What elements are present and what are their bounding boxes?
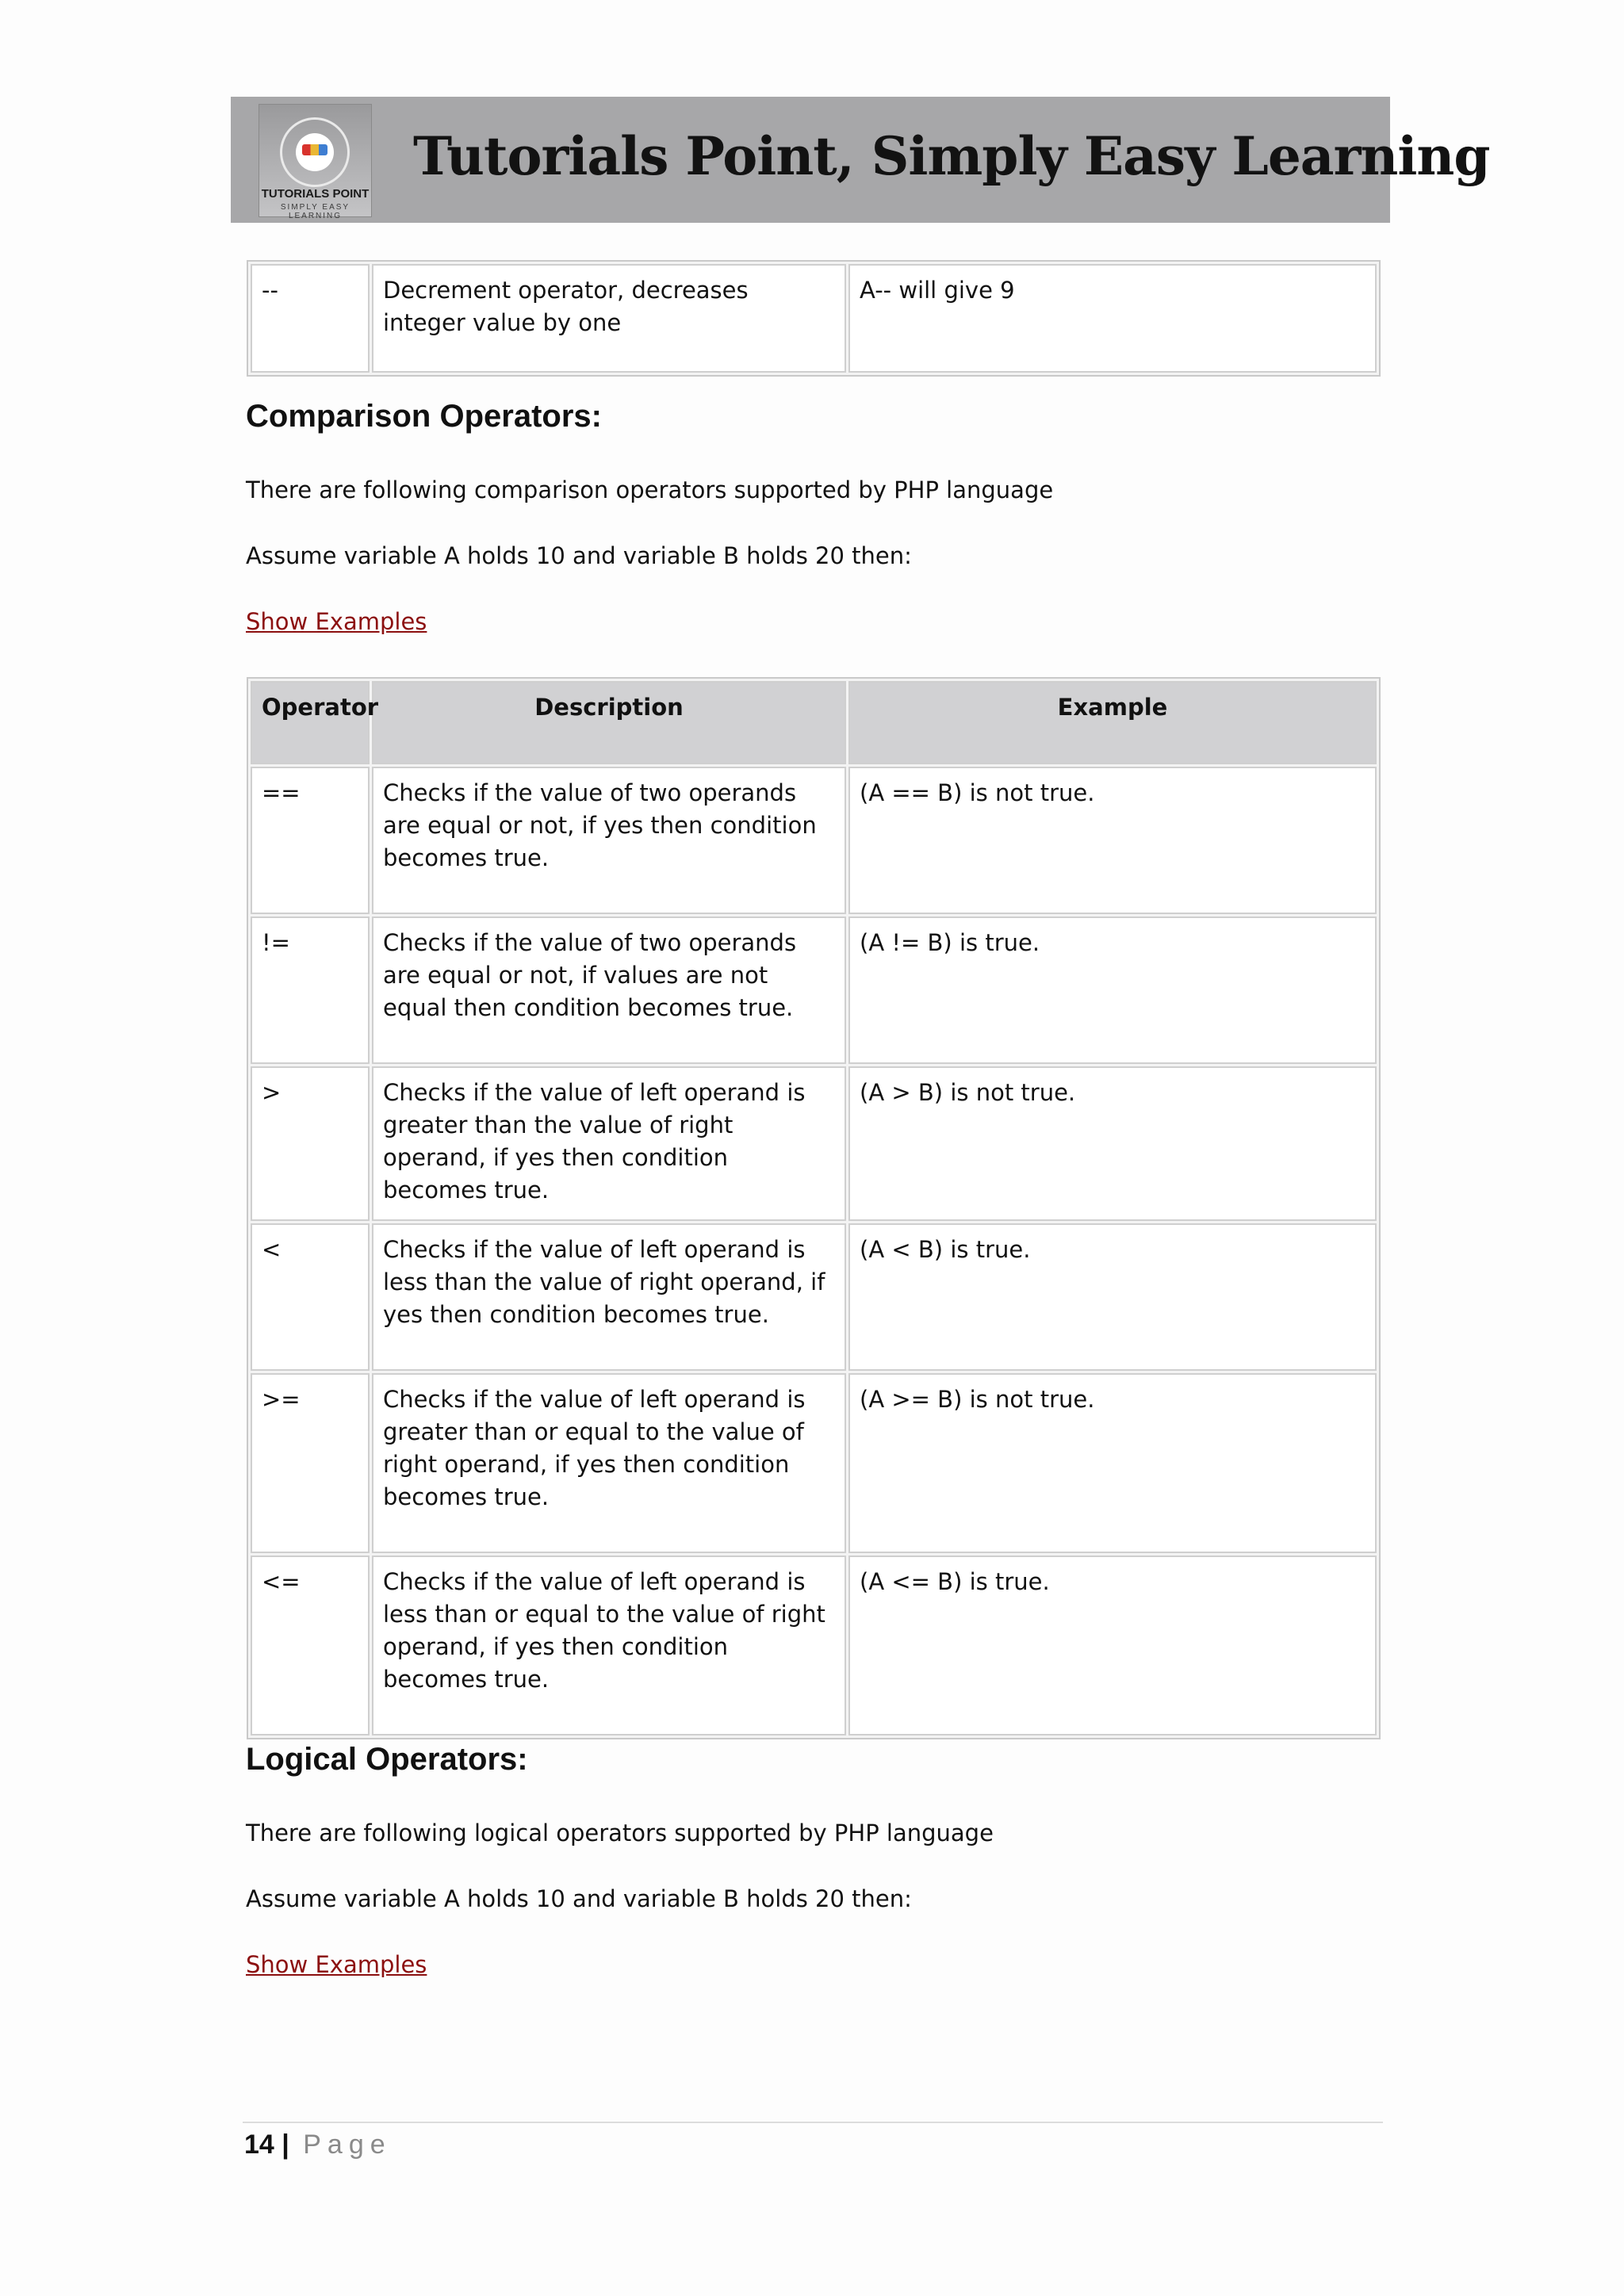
description-cell: Checks if the value of two operands are equal or not, if values are not equal then condition becomes true. [372,916,846,1064]
table-row [251,1556,1377,1735]
comparison-show-examples-link[interactable]: Show Examples [246,608,427,635]
example-cell: (A >= B) is not true. [848,1373,1377,1553]
example-cell: (A != B) is true. [848,916,1377,1064]
logical-intro: There are following logical operators supported by PHP language [246,1820,994,1846]
logical-heading: Logical Operators: [246,1742,528,1777]
example-cell: (A < B) is true. [848,1223,1377,1371]
page-footer [244,2130,392,2160]
table-row [251,1066,1377,1221]
operator-cell: >= [251,1373,370,1553]
description-cell: Checks if the value of left operand is greater than the value of right operand, if yes then condition becomes true. [372,1066,846,1221]
logo-tagline: SIMPLY EASY LEARNING [280,203,350,220]
column-header-description: Description [372,681,846,764]
header-title: Tutorials Point, Simply Easy Learning [413,125,1490,187]
logo-emblem-icon [296,133,334,171]
operator-cell: -- [251,264,370,373]
comparison-assumption: Assume variable A holds 10 and variable B holds 20 then: [246,542,912,569]
logo-name: TUTORIALS POINT [261,187,370,201]
description-cell: Checks if the value of left operand is less than the value of right operand, if yes then condition becomes true. [372,1223,846,1371]
comparison-operators-table [247,677,1381,1739]
table-row [251,1373,1377,1553]
arithmetic-table-continued [247,260,1381,377]
table-row [251,264,1377,373]
operator-cell: > [251,1066,370,1221]
comparison-heading: Comparison Operators: [246,399,602,434]
example-cell: A-- will give 9 [848,264,1377,373]
logical-assumption: Assume variable A holds 10 and variable B holds 20 then: [246,1885,912,1912]
operator-cell: != [251,916,370,1064]
page-separator: | [282,2130,289,2160]
table-row [251,767,1377,914]
comparison-intro: There are following comparison operators supported by PHP language [246,476,1054,503]
footer-divider [243,2122,1383,2123]
column-header-operator: Operator [251,681,370,764]
operator-cell: <= [251,1556,370,1735]
table-header-row [251,681,1377,764]
page-label: Page [303,2130,392,2160]
operator-cell: == [251,767,370,914]
table-row [251,916,1377,1064]
description-cell: Decrement operator, decreases integer value by one [372,264,846,373]
page-number: 14 [244,2130,274,2160]
description-cell: Checks if the value of left operand is less than or equal to the value of right operand, if yes then condition becomes true. [372,1556,846,1735]
operator-cell: < [251,1223,370,1371]
example-cell: (A <= B) is true. [848,1556,1377,1735]
example-cell: (A == B) is not true. [848,767,1377,914]
logical-show-examples-link[interactable]: Show Examples [246,1951,427,1978]
description-cell: Checks if the value of left operand is greater than or equal to the value of right operand, if yes then condition becomes true. [372,1373,846,1553]
table-row [251,1223,1377,1371]
header-banner [231,97,1490,223]
example-cell: (A > B) is not true. [848,1066,1377,1221]
description-cell: Checks if the value of two operands are equal or not, if yes then condition becomes true. [372,767,846,914]
tutorials-point-logo [259,104,372,220]
column-header-example: Example [848,681,1377,764]
